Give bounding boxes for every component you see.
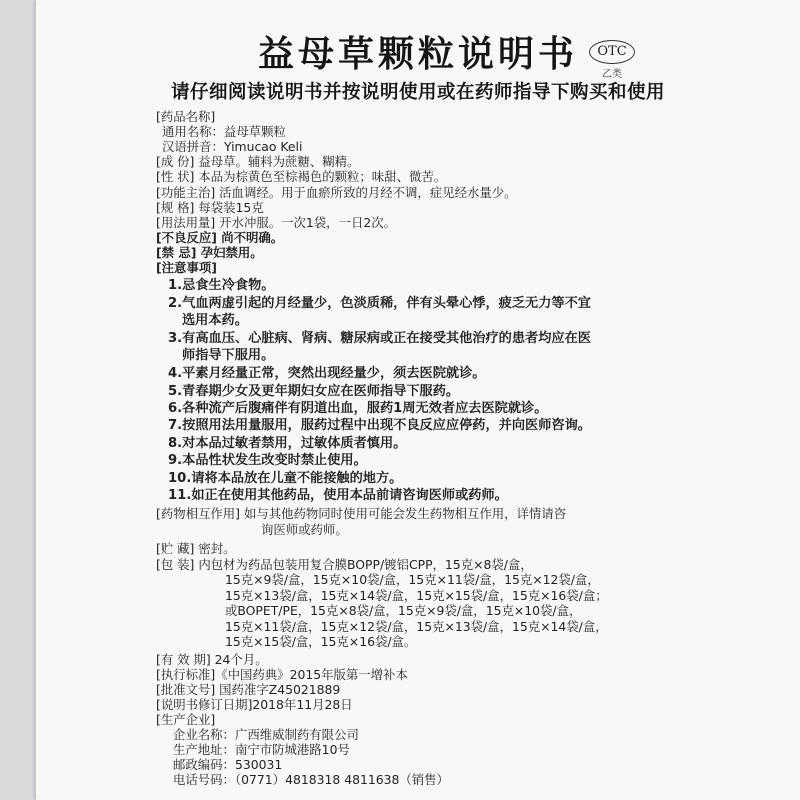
specification: [规 格] 每袋装15克 xyxy=(156,200,264,215)
validity-period: [有 效 期] 24个月。 xyxy=(156,652,268,667)
adverse-reactions: [不良反应] 尚不明确。 xyxy=(156,230,284,245)
packaging-line: 15克×9袋/盒，15克×10袋/盒，15克×11袋/盒，15克×12袋/盒， xyxy=(225,572,600,587)
postal-code: 邮政编码：530031 xyxy=(173,757,283,772)
packaging-line: 15克×15袋/盒，15克×16袋/盒。 xyxy=(225,634,417,649)
drug-interactions: [药物相互作用] 如与其他药物同时使用可能会发生药物相互作用，详情请咨 xyxy=(156,506,567,521)
precaution-item: 8.对本品过敏者禁用，过敏体质者慎用。 xyxy=(168,436,407,451)
precaution-item: 11.如正在使用其他药品，使用本品前请咨询医师或药师。 xyxy=(168,488,508,503)
leaflet-paper xyxy=(36,0,800,800)
usage-dosage: [用法用量] 开水冲服。一次1袋，一日2次。 xyxy=(156,215,397,230)
otc-category: 乙类 xyxy=(602,69,622,80)
precaution-item: 10.请将本品放在儿童不能接触的地方。 xyxy=(168,471,403,486)
ingredients: [成 份] 益母草。辅料为蔗糖、糊精。 xyxy=(156,154,360,169)
packaging-line: 或BOPET/PE，15克×8袋/盒，15克×9袋/盒，15克×10袋/盒， xyxy=(225,603,582,618)
revision-date: [说明书修订日期]2018年11月28日 xyxy=(156,697,353,712)
otc-badge-icon: OTC xyxy=(589,40,635,64)
manufacturer-header: [生产企业] xyxy=(156,712,216,727)
execution-standard: [执行标准]《中国药典》2015年版第一增补本 xyxy=(156,667,408,682)
precaution-item: 2.气血两虚引起的月经量少，色淡质稀，伴有头晕心悸，疲乏无力等不宜 xyxy=(168,296,591,311)
document-title: 益母草颗粒说明书 xyxy=(257,34,578,75)
packaging-line: 15克×13袋/盒，15克×14袋/盒，15克×15袋/盒，15克×16袋/盒； xyxy=(225,588,608,603)
precautions-header: [注意事项] xyxy=(156,260,217,275)
approval-number: [批准文号] 国药准字Z45021889 xyxy=(156,682,341,697)
precaution-item: 3.有高血压、心脏病、肾病、糖尿病或正在接受其他治疗的患者均应在医 xyxy=(168,331,591,346)
precaution-item: 6.各种流产后腹痛伴有阴道出血，服药1周无效者应去医院就诊。 xyxy=(168,401,548,416)
drug-interactions-cont: 询医师或药师。 xyxy=(261,522,348,537)
storage: [贮 藏] 密封。 xyxy=(156,541,236,556)
drug-name-header: [药品名称] xyxy=(156,109,216,124)
usage-notice: 请仔细阅读说明书并按说明使用或在药师指导下购买和使用 xyxy=(170,82,665,103)
pinyin-name: 汉语拼音：Yimucao Keli xyxy=(162,139,303,154)
phone-numbers: 电话号码：（0771）4818318 4811638（销售） xyxy=(173,772,449,787)
precaution-item: 选用本药。 xyxy=(182,313,248,328)
common-name: 通用名称：益母草颗粒 xyxy=(162,124,286,139)
precaution-item: 4.平素月经量正常，突然出现经量少，须去医院就诊。 xyxy=(168,366,486,381)
precaution-item: 7.按照用法用量服用，服药过程中出现不良反应应停药，并向医师咨询。 xyxy=(168,418,591,433)
precaution-item: 9.本品性状发生改变时禁止使用。 xyxy=(168,453,367,468)
precaution-item: 师指导下服用。 xyxy=(182,348,275,363)
precaution-item: 5.青春期少女及更年期妇女应在医师指导下服药。 xyxy=(168,384,460,399)
packaging-line: [包 装] 内包材为药品包装用复合膜BOPP/镀铝CPP，15克×8袋/盒， xyxy=(156,557,533,572)
packaging-line: 15克×11袋/盒，15克×12袋/盒，15克×13袋/盒，15克×14袋/盒， xyxy=(225,619,608,634)
contraindications: [禁 忌] 孕妇禁用。 xyxy=(156,245,263,260)
production-address: 生产地址：南宁市防城港路10号 xyxy=(173,742,350,757)
indications: [功能主治] 活血调经。用于血瘀所致的月经不调，症见经水量少。 xyxy=(156,185,517,200)
company-name: 企业名称：广西维威制药有限公司 xyxy=(173,727,359,742)
otc-mark xyxy=(584,40,640,80)
appearance: [性 状] 本品为棕黄色至棕褐色的颗粒；味甜、微苦。 xyxy=(156,169,447,184)
precaution-item: 1.忌食生冷食物。 xyxy=(168,278,275,293)
